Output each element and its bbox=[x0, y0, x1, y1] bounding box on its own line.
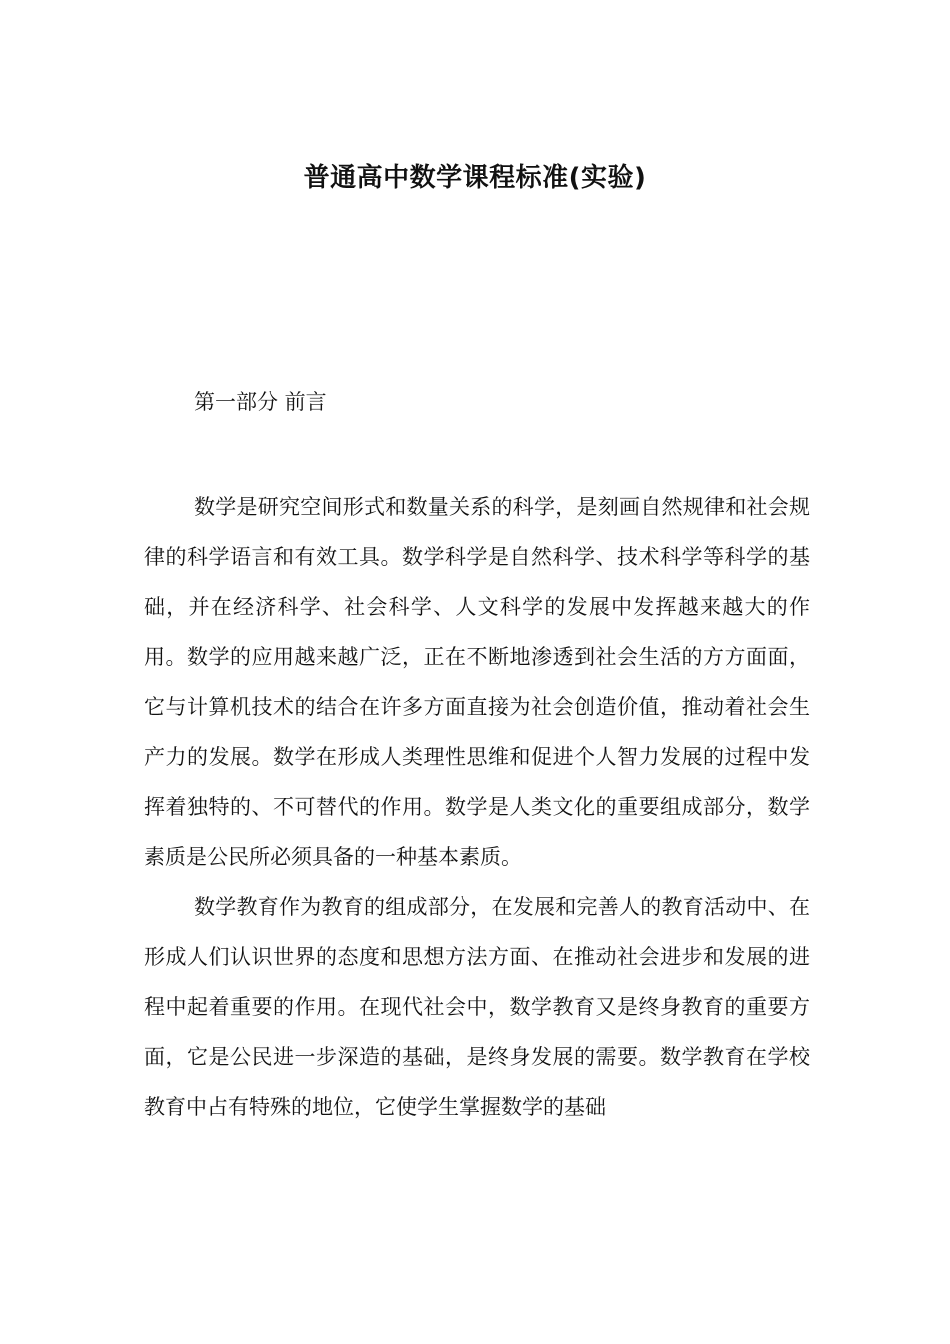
paragraph-2: 数学教育作为教育的组成部分，在发展和完善人的教育活动中、在形成人们认识世界的态度和思想方法方面、在推动社会进步和发展的进程中起着重要的作用。在现代社会中，数学教育又是终身教育的重要方面，它是公民进一步深造的基础，是终身发展的需要。数学教育在学校教育中占有特殊的地位，它使学生掌握数学的基础 bbox=[144, 895, 810, 1119]
paragraph-1: 数学是研究空间形式和数量关系的科学，是刻画自然规律和社会规律的科学语言和有效工具。数学科学是自然科学、技术科学等科学的基础，并在经济科学、社会科学、人文科学的发展中发挥越来越大的作用。数学的应用越来越广泛，正在不断地渗透到社会生活的方方面面，它与计算机技术的结合在许多方面直接为社会创造价值，推动着社会生产力的发展。数学在形成人类理性思维和促进个人智力发展的过程中发挥着独特的、不可替代的作用。数学是人类文化的重要组成部分，数学素质是公民所必须具备的一种基本素质。 bbox=[144, 495, 810, 869]
document-body bbox=[144, 482, 810, 1132]
document-title: 普通高中数学课程标准(实验) bbox=[303, 163, 647, 193]
section-heading: 第一部分 前言 bbox=[194, 390, 327, 414]
